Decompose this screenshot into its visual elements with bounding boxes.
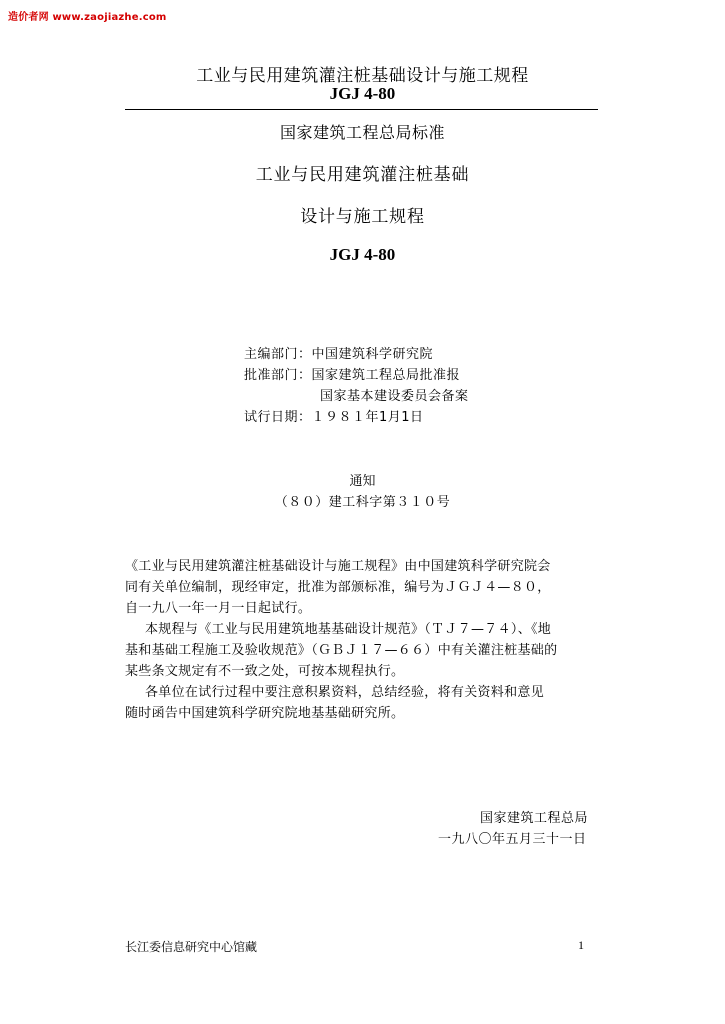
notice-body-line: 各单位在试行过程中要注意积累资料，总结经验，将有关资料和意见 [145, 685, 545, 700]
footer-library-note: 长江委信息研究中心馆藏 [125, 940, 258, 954]
notice-number: （８０）建工科字第３１０号 [274, 495, 451, 510]
notice-body-line: 本规程与《工业与民用建筑地基基础设计规范》（ＴＪ７—７４）、《地 [145, 622, 552, 637]
filing-authority: 国家基本建设委员会备案 [320, 389, 469, 404]
notice-body-line: 随时函告中国建筑科学研究院地基基础研究所。 [125, 706, 405, 721]
document-code: JGJ 4-80 [329, 245, 396, 264]
document-title-line2: 设计与施工规程 [300, 207, 425, 227]
notice-body-line: 自一九八一年一月一日起试行。 [125, 601, 312, 616]
notice-body-line: 某些条文规定有不一致之处，可按本规程执行。 [125, 664, 405, 679]
notice-body-line: 同有关单位编制，现经审定，批准为部颁标准，编号为ＪＧＪ４—８０， [125, 580, 551, 595]
notice-body-line: 《工业与民用建筑灌注桩基础设计与施工规程》由中国建筑科学研究院会 [125, 559, 551, 574]
running-header-title: 工业与民用建筑灌注桩基础设计与施工规程 [196, 66, 529, 86]
header-divider [125, 109, 598, 110]
editor-department: 主编部门：中国建筑科学研究院 [244, 347, 434, 362]
running-header-code: JGJ 4-80 [329, 84, 396, 103]
notice-body-line: 基和基础工程施工及验收规范》（ＧＢＪ１７—６６）中有关灌注桩基础的 [125, 643, 558, 658]
standard-organization: 国家建筑工程总局标准 [279, 123, 445, 142]
issuing-authority: 国家建筑工程总局 [480, 811, 589, 826]
document-title-line1: 工业与民用建筑灌注桩基础 [255, 165, 470, 185]
watermark-link[interactable]: 造价者网 www.zaojiazhe.com [8, 12, 167, 23]
trial-date: 试行日期：１９８１年1月1日 [244, 410, 424, 425]
notice-title: 通知 [349, 474, 376, 489]
approval-department: 批准部门：国家建筑工程总局批准报 [244, 368, 461, 383]
page-number: 1 [578, 938, 584, 952]
issue-date: 一九八〇年五月三十一日 [438, 832, 587, 847]
